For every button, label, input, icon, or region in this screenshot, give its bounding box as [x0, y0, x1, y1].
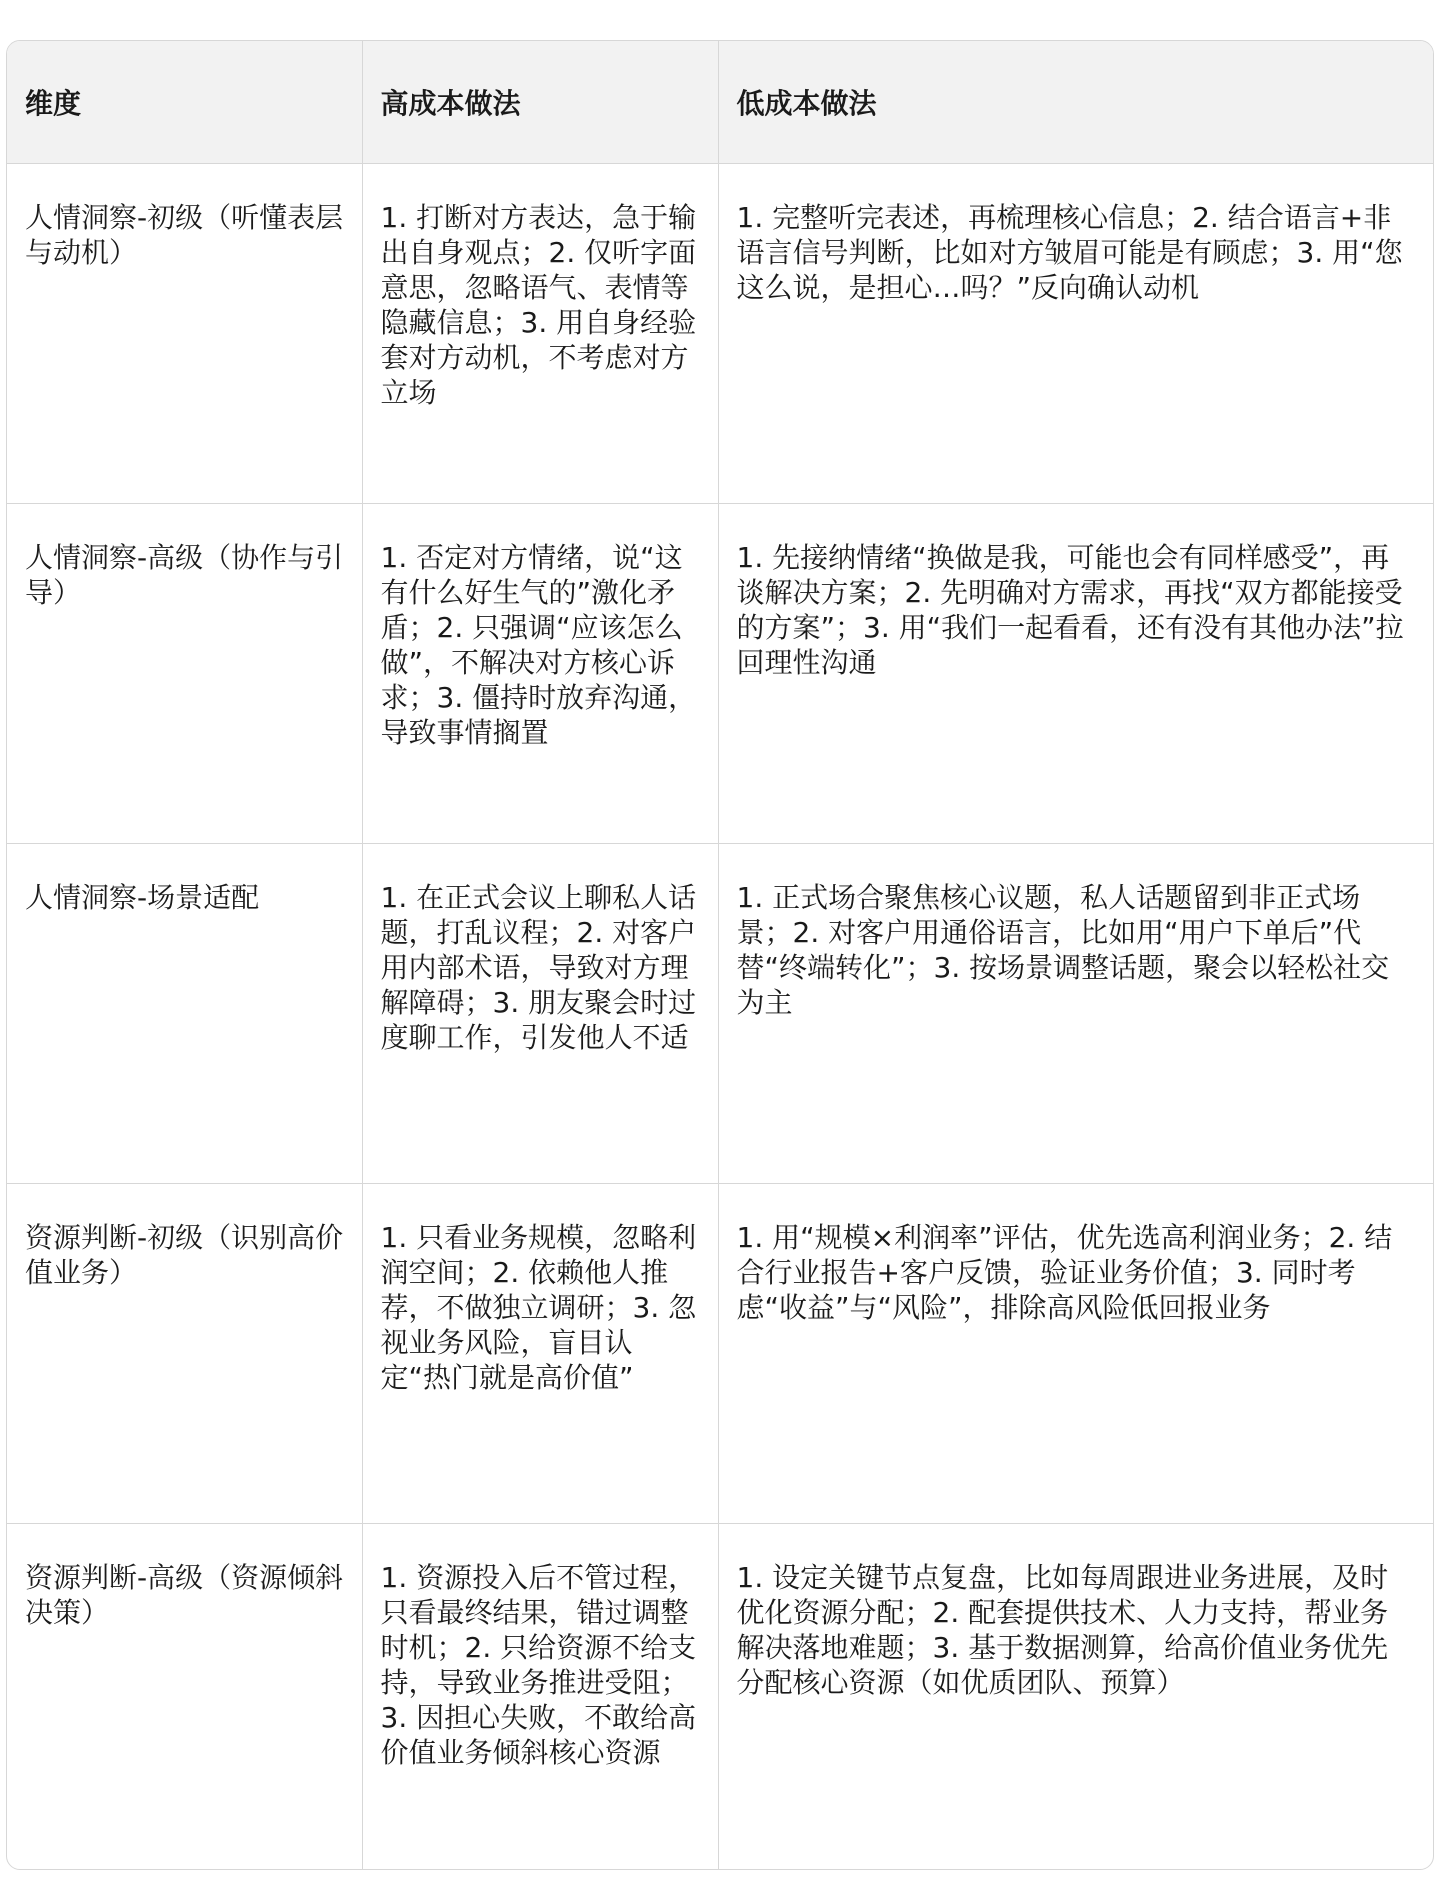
cell-dimension: 资源判断-高级（资源倾斜决策）	[7, 1523, 362, 1870]
cell-low-cost: 1. 先接纳情绪“换做是我，可能也会有同样感受”，再谈解决方案；2. 先明确对方需求，再找“双方都能接受的方案”；3. 用“我们一起看看，还有没有其他办法”拉回理性沟通	[718, 503, 1433, 843]
table-row	[7, 1523, 1433, 1870]
header-high-cost: 高成本做法	[362, 41, 718, 163]
cell-dimension: 资源判断-初级（识别高价值业务）	[7, 1183, 362, 1523]
cell-low-cost: 1. 设定关键节点复盘，比如每周跟进业务进展，及时优化资源分配；2. 配套提供技术、人力支持，帮业务解决落地难题；3. 基于数据测算，给高价值业务优先分配核心资源（如优质团队、预算）	[736, 1560, 1389, 1699]
cell-high-cost: 1. 否定对方情绪，说“这有什么好生气的”激化矛盾；2. 只强调“应该怎么做”，不解决对方核心诉求；3. 僵持时放弃沟通，导致事情搁置	[362, 503, 718, 843]
cell-dimension: 人情洞察-初级（听懂表层与动机）	[7, 163, 362, 503]
cell-low-cost: 1. 用“规模×利润率”评估，优先选高利润业务；2. 结合行业报告+客户反馈，验证业务价值；3. 同时考虑“收益”与“风险”，排除高风险低回报业务	[718, 1183, 1433, 1523]
cell-dimension: 人情洞察-场景适配	[7, 843, 362, 1183]
header-dimension: 维度	[7, 41, 362, 163]
table-row	[7, 843, 1433, 1183]
cell-high-cost: 1. 打断对方表达，急于输出自身观点；2. 仅听字面意思，忽略语气、表情等隐藏信息；3. 用自身经验套对方动机，不考虑对方立场	[362, 163, 718, 503]
table-row	[7, 503, 1433, 843]
comparison-table-container	[6, 40, 1434, 1870]
comparison-table	[7, 41, 1433, 1870]
table-header-row	[7, 41, 1433, 163]
cell-low-cost: 1. 正式场合聚焦核心议题，私人话题留到非正式场景；2. 对客户用通俗语言，比如用“用户下单后”代替“终端转化”；3. 按场景调整话题，聚会以轻松社交为主	[718, 843, 1433, 1183]
cell-high-cost: 1. 在正式会议上聊私人话题，打乱议程；2. 对客户用内部术语，导致对方理解障碍；3. 朋友聚会时过度聊工作，引发他人不适	[362, 843, 718, 1183]
header-low-cost: 低成本做法	[718, 41, 1433, 163]
table-row	[7, 163, 1433, 503]
cell-high-cost: 1. 资源投入后不管过程，只看最终结果，错过调整时机；2. 只给资源不给支持，导致业务推进受阻；3. 因担心失败，不敢给高价值业务倾斜核心资源	[362, 1523, 718, 1870]
cell-low-cost: 1. 完整听完表述，再梳理核心信息；2. 结合语言+非语言信号判断，比如对方皱眉可能是有顾虑；3. 用“您这么说，是担心…吗？”反向确认动机	[718, 163, 1433, 503]
table-row	[7, 1183, 1433, 1523]
cell-dimension: 人情洞察-高级（协作与引导）	[7, 503, 362, 843]
cell-high-cost: 1. 只看业务规模，忽略利润空间；2. 依赖他人推荐，不做独立调研；3. 忽视业务风险，盲目认定“热门就是高价值”	[362, 1183, 718, 1523]
